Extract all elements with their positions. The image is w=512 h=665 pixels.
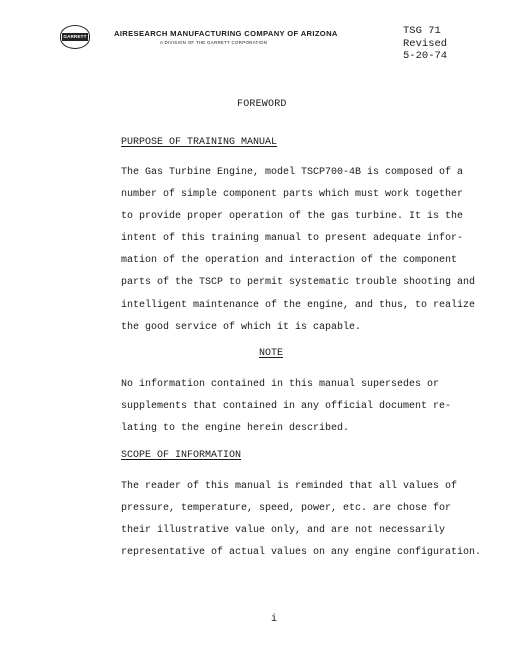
company-name: AIRESEARCH MANUFACTURING COMPANY OF ARIZONA xyxy=(114,29,338,38)
paragraph-line: mation of the operation and interaction of the component xyxy=(121,255,458,267)
paragraph-line: pressure, temperature, speed, power, etc. are chose for xyxy=(121,503,452,515)
division-name: A DIVISION OF THE GARRETT CORPORATION xyxy=(160,40,268,45)
logo-label: GARRETT xyxy=(63,34,87,39)
scope-heading: SCOPE OF INFORMATION xyxy=(121,450,242,461)
paragraph-line: The Gas Turbine Engine, model TSCP700-4B is composed of a xyxy=(121,167,464,178)
page-number: i xyxy=(271,614,278,625)
note-heading: NOTE xyxy=(259,348,284,359)
revision-date: 5-20-74 xyxy=(403,50,448,62)
garrett-logo-icon xyxy=(60,25,90,49)
paragraph-line: to provide proper operation of the gas turbine. It is the xyxy=(121,211,464,223)
paragraph-line: number of simple component parts which must work together xyxy=(121,189,464,201)
revised-label: Revised xyxy=(403,37,448,50)
scope-paragraph xyxy=(121,476,493,564)
paragraph-line: the good service of which it is capable. xyxy=(121,321,362,333)
paragraph-line: their illustrative value only, and are not necessarily xyxy=(121,525,446,537)
paragraph-line: intelligent maintenance of the engine, and thus, to realize xyxy=(121,299,476,311)
paragraph-line: No information contained in this manual supersedes or xyxy=(121,379,440,390)
purpose-heading: PURPOSE OF TRAINING MANUAL xyxy=(121,137,278,148)
paragraph-line: parts of the TSCP to permit systematic trouble shooting and xyxy=(121,277,476,289)
paragraph-line: The reader of this manual is reminded that all values of xyxy=(121,481,458,492)
note-paragraph xyxy=(121,374,493,440)
doc-number: TSG 71 xyxy=(403,25,441,37)
paragraph-line: intent of this training manual to present adequate infor- xyxy=(121,233,464,245)
paragraph-line: lating to the engine herein described. xyxy=(121,423,350,435)
purpose-paragraph xyxy=(121,162,493,339)
paragraph-line: representative of actual values on any engine configuration. xyxy=(121,547,482,559)
paragraph-line: supplements that contained in any official document re- xyxy=(121,401,452,413)
page-title: FOREWORD xyxy=(237,99,287,110)
document-info xyxy=(403,25,447,63)
